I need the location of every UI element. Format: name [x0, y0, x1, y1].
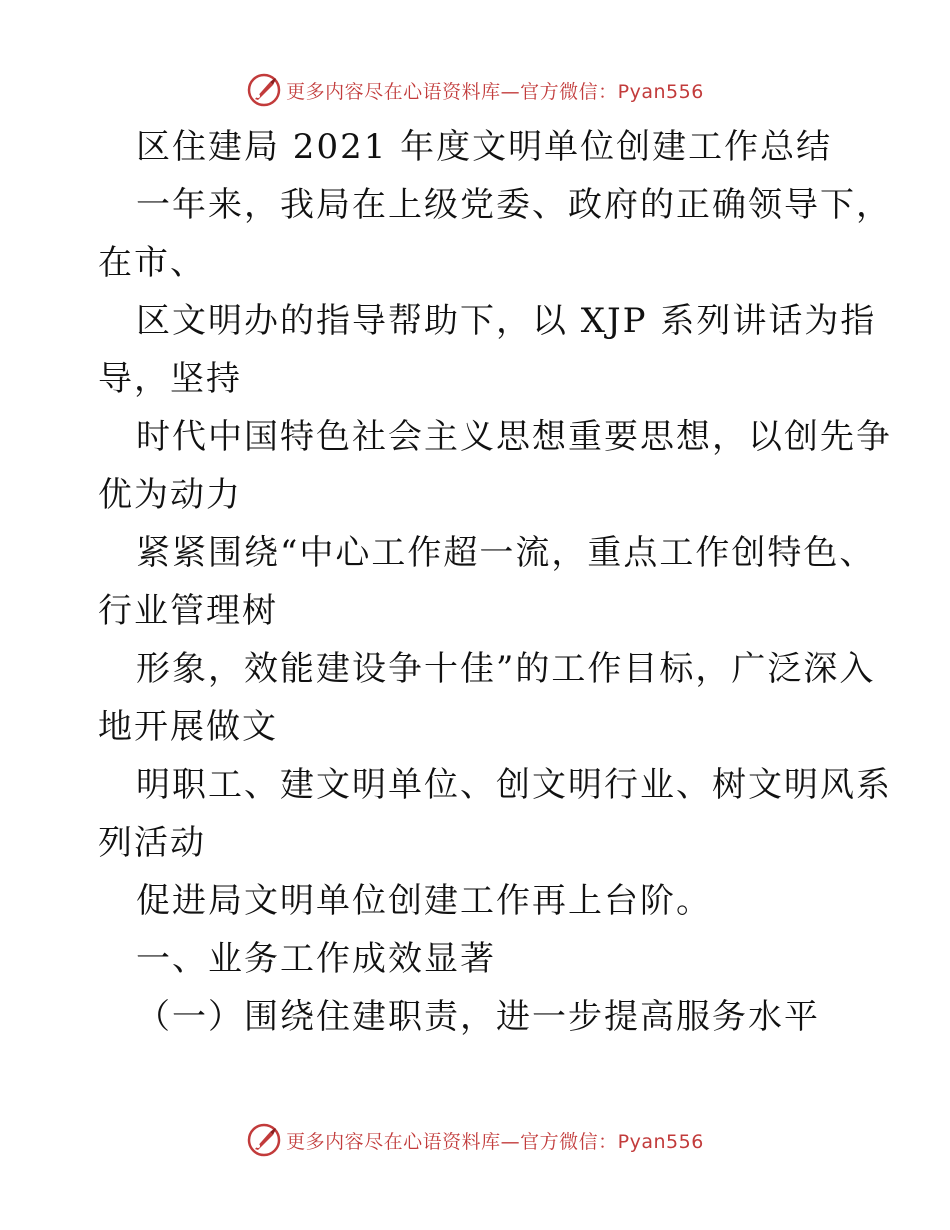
watermark-text: 更多内容尽在心语资料库—官方微信：Pyan556	[286, 1130, 704, 1153]
paragraph-line: 在市、	[98, 243, 206, 283]
document-title: 区住建局 2021 年度文明单位创建工作总结	[136, 127, 833, 167]
paragraph-line: 优为动力	[98, 475, 242, 515]
paragraph-line: 紧紧围绕“中心工作超一流，重点工作创特色、	[136, 533, 876, 573]
subsection-heading: （一）围绕住建职责，进一步提高服务水平	[136, 997, 820, 1037]
quill-pen-circle-icon	[246, 72, 282, 108]
watermark-text: 更多内容尽在心语资料库—官方微信：Pyan556	[286, 80, 704, 103]
quill-pen-circle-icon	[246, 1122, 282, 1158]
paragraph-line: 一年来，我局在上级党委、政府的正确领导下，	[136, 185, 892, 225]
section-heading: 一、业务工作成效显著	[136, 939, 496, 979]
paragraph-line: 列活动	[98, 823, 206, 863]
watermark-header	[0, 70, 950, 110]
paragraph-line: 时代中国特色社会主义思想重要思想，以创先争	[136, 417, 892, 457]
paragraph-line: 促进局文明单位创建工作再上台阶。	[136, 881, 712, 921]
paragraph-line: 形象，效能建设争十佳”的工作目标，广泛深入	[136, 649, 876, 689]
watermark-footer	[0, 1120, 950, 1160]
paragraph-line: 导，坚持	[98, 359, 242, 399]
paragraph-line: 明职工、建文明单位、创文明行业、树文明风系	[136, 765, 892, 805]
paragraph-line: 行业管理树	[98, 591, 278, 631]
paragraph-line: 区文明办的指导帮助下，以 XJP 系列讲话为指	[136, 301, 877, 341]
document-body	[98, 118, 892, 1046]
paragraph-line: 地开展做文	[98, 707, 278, 747]
